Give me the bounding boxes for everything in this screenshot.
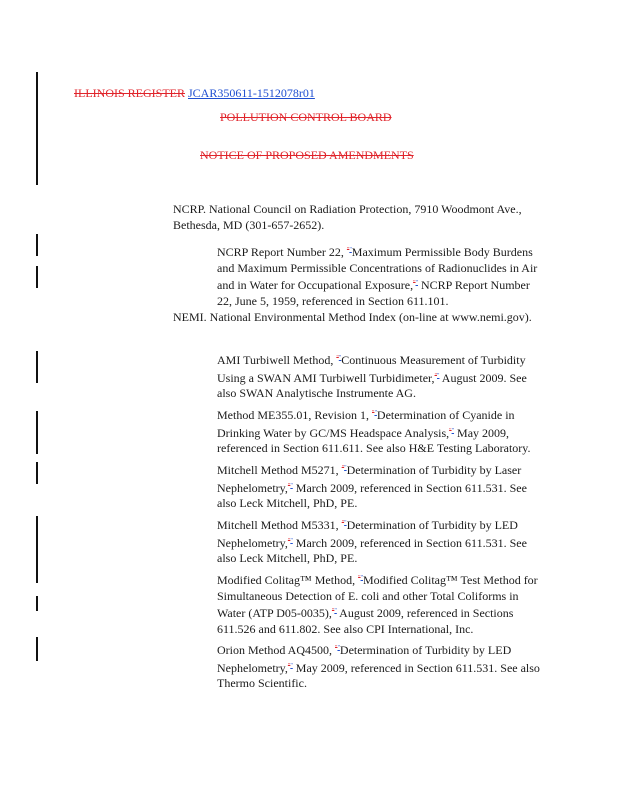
entry-orion-aq4500: Orion Method AQ4500, ""Determination of Turbidity by LED Nephelometry,"" May 2009, referenced in Section 611.531. See also Thermo Scientific.: [217, 643, 540, 690]
entry-nemi-org: NEMI. National Environmental Method Index (on-line at www.nemi.gov).: [173, 310, 532, 324]
revision-bar: [36, 596, 38, 611]
revision-bar: [36, 411, 38, 454]
entry-modified-colitag: Modified Colitag™ Method, ""Modified Colitag™ Test Method for Simultaneous Detection of E. coli and other Total Coliforms in Water (ATP D05-0035),"" August 2009, referenced in Sections 611.526 and 611.802. See also CPI International, Inc.: [217, 573, 538, 636]
entry-ncrp-org: NCRP. National Council on Radiation Protection, 7910 Woodmont Ave., Bethesda, MD (301-657-2652).: [173, 202, 522, 232]
revision-bar: [36, 234, 38, 256]
notice-heading: NOTICE OF PROPOSED AMENDMENTS: [200, 148, 414, 162]
register-id-inserted: JCAR350611-1512078r01: [188, 86, 315, 100]
revision-bar: [36, 516, 38, 568]
revision-bar: [36, 637, 38, 661]
entry-mitchell-m5331: Mitchell Method M5331, ""Determination of Turbidity by LED Nephelometry,"" March 2009, referenced in Section 611.531. See also Leck Mitchell, PhD, PE.: [217, 518, 527, 565]
entry-mitchell-m5271: Mitchell Method M5271, ""Determination of Turbidity by Laser Nephelometry,"" March 2009, referenced in Section 611.531. See also Leck Mitchell, PhD, PE.: [217, 463, 527, 510]
revision-bar: [36, 266, 38, 288]
revision-bar: [36, 72, 38, 185]
entry-method-me355: Method ME355.01, Revision 1, ""Determination of Cyanide in Drinking Water by GC/MS Headspace Analysis,"" May 2009, referenced in Section 611.611. See also H&E Testing Laboratory.: [217, 408, 531, 455]
board-heading: POLLUTION CONTROL BOARD: [220, 110, 392, 124]
revision-bar: [36, 568, 38, 583]
entry-ami-turbiwell: AMI Turbiwell Method, ""Continuous Measurement of Turbidity Using a SWAN AMI Turbiwell Turbidimeter,"" August 2009. See also SWAN Analytische Instrumente AG.: [217, 353, 527, 400]
revision-bar: [36, 462, 38, 484]
revision-bar: [36, 351, 38, 383]
entry-ncrp-report-22: NCRP Report Number 22, ""Maximum Permissible Body Burdens and Maximum Permissible Concentrations of Radionuclides in Air and in Water for Occupational Exposure,"" NCRP Report Number 22, June 5, 1959, referenced in Section 611.101.: [217, 245, 538, 308]
register-header: [74, 86, 315, 101]
register-title-deleted: ILLINOIS REGISTER: [74, 86, 185, 100]
